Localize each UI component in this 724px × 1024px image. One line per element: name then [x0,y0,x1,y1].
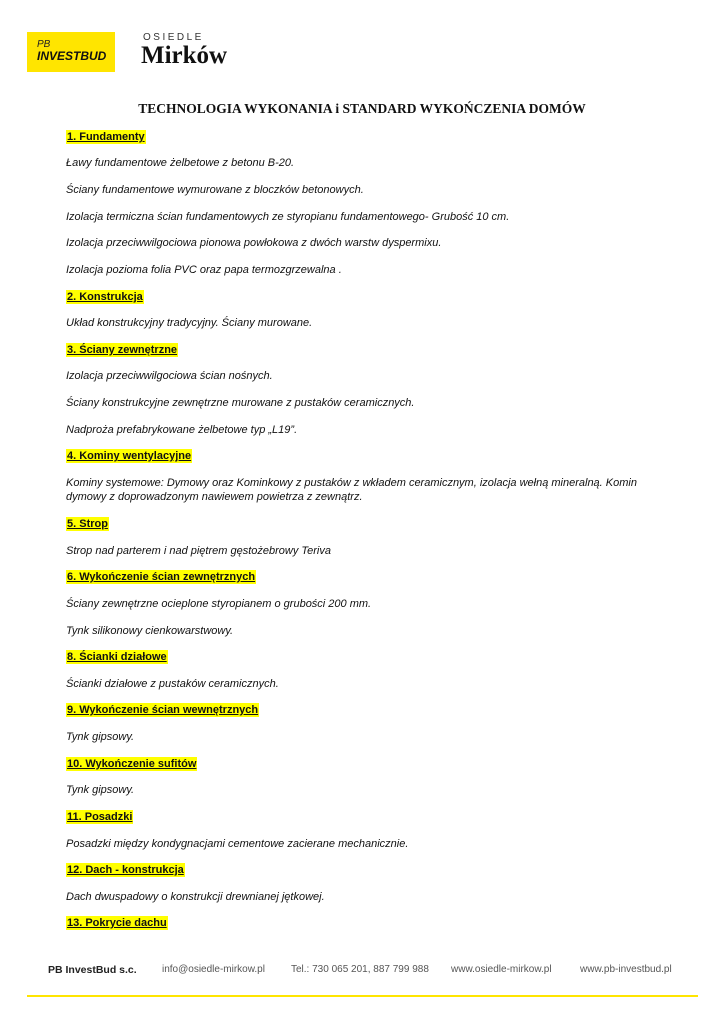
section-heading: 2. Konstrukcja [67,291,143,303]
section-heading: 5. Strop [67,518,108,530]
brand-small-text: OSIEDLE [143,32,204,43]
footer-phone: Tel.: 730 065 201, 887 799 988 [291,964,429,975]
paragraph: Izolacja przeciwwilgociowa ścian nośnych. [66,370,273,382]
paragraph: Tynk silikonowy cienkowarstwowy. [66,625,234,637]
paragraph: Nadproża prefabrykowane żelbetowe typ „L19”. [66,424,298,436]
brand-large-text: Mirków [141,42,228,69]
section-heading: 12. Dach - konstrukcja [67,864,184,876]
investbud-logo [27,32,115,72]
paragraph: Ściany zewnętrzne ocieplone styropianem o grubości 200 mm. [66,598,372,610]
page-footer [0,964,724,980]
section-heading: 6. Wykończenie ścian zewnętrznych [67,571,256,583]
paragraph: Układ konstrukcyjny tradycyjny. Ściany murowane. [66,317,313,329]
paragraph: Ściany konstrukcyjne zewnętrzne murowane z pustaków ceramicznych. [66,397,415,409]
paragraph: Ławy fundamentowe żelbetowe z betonu B-20. [66,157,295,169]
footer-website-investbud[interactable]: www.pb-investbud.pl [580,964,672,975]
logo-pb-text: PB [37,39,51,50]
paragraph: Izolacja termiczna ścian fundamentowych ze styropianu fundamentowego- Grubość 10 cm. [66,211,510,223]
paragraph: Dach dwuspadowy o konstrukcji drewnianej jętkowej. [66,891,325,903]
paragraph: Tynk gipsowy. [66,784,135,796]
section-heading: 4. Kominy wentylacyjne [67,450,192,462]
footer-divider [27,995,698,997]
section-heading: 10. Wykończenie sufitów [67,758,197,770]
section-heading: 1. Fundamenty [67,131,145,143]
section-heading: 9. Wykończenie ścian wewnętrznych [67,704,259,716]
document-title: TECHNOLOGIA WYKONANIA i STANDARD WYKOŃCZENIA DOMÓW [138,101,586,116]
section-heading: 11. Posadzki [67,811,133,823]
paragraph: Strop nad parterem i nad piętrem gęstożebrowy Teriva [66,545,331,557]
paragraph: Posadzki między kondygnacjami cementowe zacierane mechanicznie. [66,838,409,850]
footer-website-osiedle[interactable]: www.osiedle-mirkow.pl [451,964,552,975]
paragraph: Izolacja pozioma folia PVC oraz papa termozgrzewalna . [66,264,342,276]
footer-email[interactable]: info@osiedle-mirkow.pl [162,964,265,975]
paragraph: Izolacja przeciwwilgociowa pionowa powłokowa z dwóch warstw dyspermixu. [66,237,442,249]
paragraph: Ścianki działowe z pustaków ceramicznych. [66,678,279,690]
section-heading: 8. Ścianki działowe [67,651,167,663]
section-heading: 3. Ściany zewnętrzne [67,344,178,356]
paragraph: Kominy systemowe: Dymowy oraz Kominkowy z pustaków z wkładem ceramicznym, izolacja wełną mineralną. Komin dymowy z doprowadzonym nawiewem powietrza z zewnątrz. [66,477,637,503]
footer-company: PB InvestBud s.c. [48,964,137,976]
paragraph: Ściany fundamentowe wymurowane z bloczków betonowych. [66,184,364,196]
paragraph: Tynk gipsowy. [66,731,135,743]
section-heading: 13. Pokrycie dachu [67,917,167,929]
logo-investbud-text: INVESTBUD [37,49,107,63]
